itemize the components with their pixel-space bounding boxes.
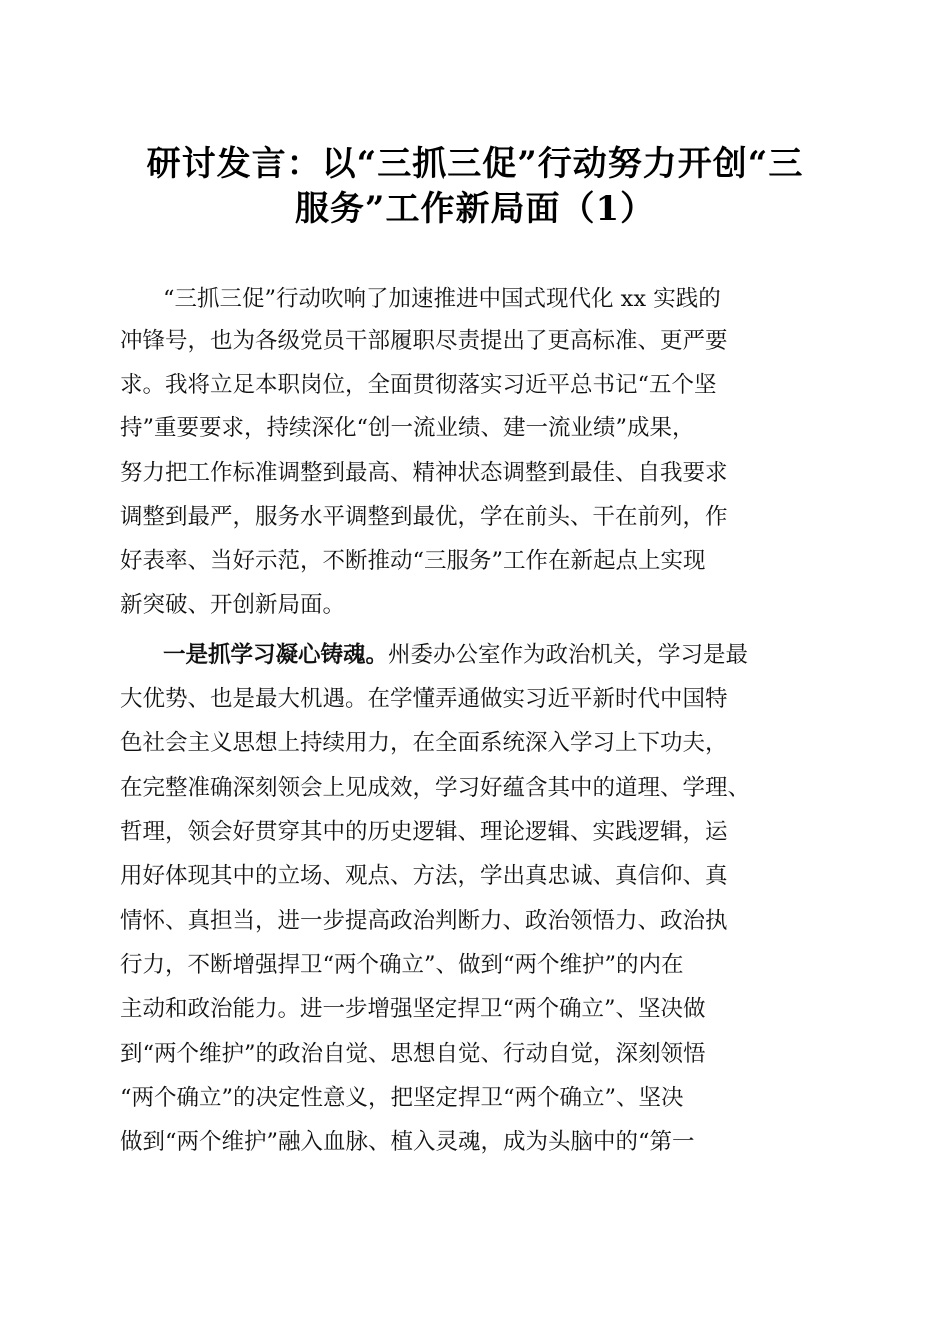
document-title-line-2: 服务”工作新局面（1） (294, 189, 656, 229)
paragraph-2-line: 在完整准确深刻领会上见成效，学习好蕴含其中的道理、学理、 (120, 775, 751, 801)
paragraph-1-line: 持”重要要求，持续深化“创一流业绩、建一流业绩”成果， (120, 415, 695, 441)
paragraph-1-line: 求。我将立足本职岗位，全面贯彻落实习近平总书记“五个坚 (120, 372, 717, 398)
paragraph-1-line: “三抓三促”行动吹响了加速推进中国式现代化 xx 实践的 (163, 286, 721, 312)
paragraph-1-line: 调整到最严，服务水平调整到最优，学在前头、干在前列，作 (120, 504, 728, 530)
paragraph-2-first-line (163, 640, 748, 670)
paragraph-2-line: 到“两个维护”的政治自觉、思想自觉、行动自觉，深刻领悟 (120, 1041, 706, 1067)
paragraph-2-line: 行力，不断增强捍卫“两个确立”、做到“两个维护”的内在 (120, 952, 684, 978)
paragraph-2-line: 色社会主义思想上持续用力，在全面系统深入学习上下功夫， (120, 730, 728, 756)
paragraph-1-line: 努力把工作标准调整到最高、精神状态调整到最佳、自我要求 (120, 460, 728, 486)
paragraph-1-line: 冲锋号，也为各级党员干部履职尽责提出了更高标准、更严要 (120, 328, 728, 354)
paragraph-2-lead: 一是抓学习凝心铸魂。 (163, 642, 389, 668)
paragraph-2-line: “两个确立”的决定性意义，把坚定捍卫“两个确立”、坚决 (120, 1085, 684, 1111)
document-title-line-1: 研讨发言：以“三抓三促”行动努力开创“三 (146, 144, 804, 184)
paragraph-1-line: 好表率、当好示范，不断推动“三服务”工作在新起点上实现 (120, 548, 706, 574)
paragraph-2-line: 哲理，领会好贯穿其中的历史逻辑、理论逻辑、实践逻辑，运 (120, 819, 728, 845)
paragraph-2-line: 用好体现其中的立场、观点、方法，学出真忠诚、真信仰、真 (120, 863, 728, 889)
paragraph-1-line: 新突破、开创新局面。 (120, 592, 346, 618)
paragraph-2-line: 主动和政治能力。进一步增强坚定捍卫“两个确立”、坚决做 (120, 996, 706, 1022)
paragraph-2-first-rest: 州委办公室作为政治机关，学习是最 (388, 642, 749, 668)
paragraph-2-line: 做到“两个维护”融入血脉、植入灵魂，成为头脑中的“第一 (120, 1129, 695, 1155)
paragraph-2-line: 情怀、真担当，进一步提高政治判断力、政治领悟力、政治执 (120, 908, 728, 934)
paragraph-2-line: 大优势、也是最大机遇。在学懂弄通做实习近平新时代中国特 (120, 686, 728, 712)
